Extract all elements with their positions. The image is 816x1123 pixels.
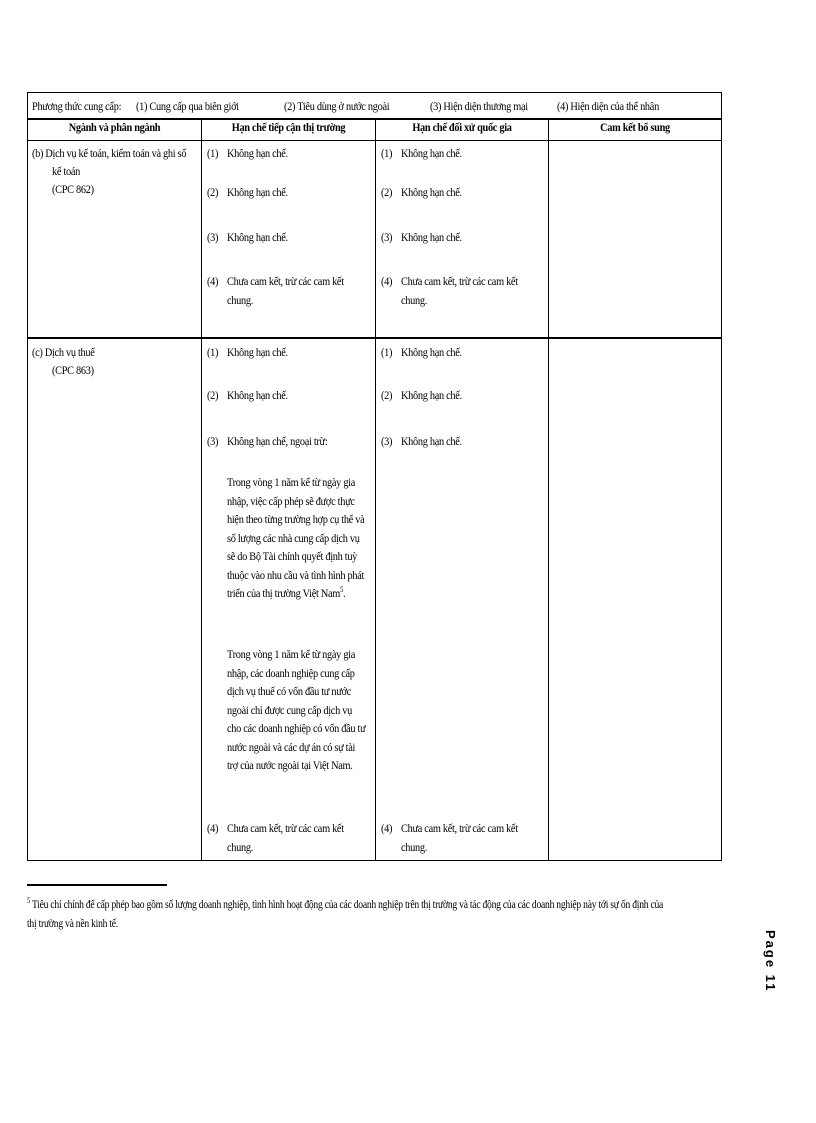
ma-b-1: Không hạn chế. (227, 146, 288, 160)
text-line: Trong vòng 1 năm kể từ ngày gia (227, 647, 356, 661)
supply-modes-row (28, 93, 722, 120)
text-line: nhập, các doanh nghiệp cung cấp (227, 665, 355, 680)
text-line-end: . (343, 586, 346, 600)
supply-mode-3: (3) Hiện diện thương mại (430, 99, 528, 113)
item-number: (2) (207, 185, 219, 199)
ma-c-4-cont: chung. (227, 840, 254, 854)
item-number: (1) (381, 345, 393, 359)
text-line: trợ của nước ngoài tại Việt Nam. (227, 758, 353, 772)
item-number: (4) (207, 274, 219, 288)
text-line: số lượng các nhà cung cấp dịch vụ (227, 530, 360, 545)
supply-mode-1: (1) Cung cấp qua biên giới (136, 99, 239, 113)
item-number: (4) (381, 274, 393, 288)
col-additional: Cam kết bổ sung (549, 119, 722, 141)
ma-c-3-paragraph-1 (227, 473, 387, 603)
sector-c-code: (CPC 863) (52, 363, 94, 377)
footnote-separator (27, 884, 167, 886)
supply-mode-2: (2) Tiêu dùng ở nước ngoài (284, 99, 390, 113)
section-b-additional (549, 141, 722, 339)
text-line: hiện theo từng trường hợp cụ thể và (227, 512, 365, 526)
footnote-text: Tiêu chí chính để cấp phép bao gồm số lượng doanh nghiệp, tình hình hoạt động của các doanh nghiệp trên thị trường và tác động của các doanh nghiệp này tới sự ổn định của (29, 897, 664, 911)
section-b-sector (28, 141, 202, 339)
ma-c-2: Không hạn chế. (227, 388, 288, 402)
page-number: Page 11 (763, 930, 778, 993)
section-c-sector (28, 338, 202, 861)
text-line: Trong vòng 1 năm kể từ ngày gia (227, 475, 356, 489)
text-line: thuộc vào nhu cầu và tình hình phát (227, 567, 365, 582)
text-line (227, 584, 364, 603)
item-number: (1) (381, 146, 393, 160)
item-number: (3) (207, 230, 219, 244)
text-line: sẽ do Bộ Tài chính quyết định tuỳ (227, 549, 358, 563)
sector-c-title: (c) Dịch vụ thuế (32, 345, 95, 359)
ma-b-2: Không hạn chế. (227, 185, 288, 199)
supply-modes-label: Phương thức cung cấp: (32, 99, 122, 113)
nt-b-4-cont: chung. (401, 293, 428, 307)
sector-b-title-2: kế toán (52, 164, 80, 178)
item-number: (4) (207, 821, 219, 835)
footnote-line-1 (27, 895, 663, 914)
text-line: ngoài chỉ được cung cấp dịch vụ (227, 702, 352, 717)
footnote (27, 895, 816, 933)
sector-b-code: (CPC 862) (52, 182, 94, 196)
footnote-line-2: thị trường và nền kinh tế. (27, 916, 118, 930)
section-c-market-access (202, 338, 376, 861)
item-number: (1) (207, 146, 219, 160)
text-line: cho các doanh nghiệp có vốn đầu tư (227, 721, 366, 735)
ma-b-4: Chưa cam kết, trừ các cam kết (227, 274, 344, 288)
sector-b-title: (b) Dịch vụ kế toán, kiểm toán và ghi sổ (32, 146, 187, 160)
section-b-row (28, 141, 722, 339)
schedule-table (27, 92, 722, 861)
col-market-access: Hạn chế tiếp cận thị trường (202, 119, 376, 141)
ma-c-1: Không hạn chế. (227, 345, 288, 359)
ma-c-4: Chưa cam kết, trừ các cam kết (227, 821, 344, 835)
nt-b-1: Không hạn chế. (401, 146, 462, 160)
text-line: nước ngoài và các dự án có sự tài (227, 739, 356, 754)
ma-c-3: Không hạn chế, ngoại trừ: (227, 434, 328, 448)
section-b-national-treatment (376, 141, 549, 339)
nt-c-4-cont: chung. (401, 840, 428, 854)
section-c-national-treatment (376, 338, 549, 861)
text-line: dịch vụ thuế có vốn đầu tư nước (227, 684, 351, 698)
col-sector: Ngành và phân ngành (28, 119, 202, 141)
item-number: (1) (207, 345, 219, 359)
section-c-row (28, 338, 722, 861)
item-number: (2) (381, 185, 393, 199)
ma-b-4-cont: chung. (227, 293, 254, 307)
col-national-treatment: Hạn chế đối xử quốc gia (376, 119, 549, 141)
nt-c-1: Không hạn chế. (401, 345, 462, 359)
footnote-mark: 5 (27, 896, 30, 905)
item-number: (3) (381, 230, 393, 244)
text-line-part: triển của thị trường Việt Nam (227, 586, 340, 600)
ma-c-3-paragraph-2 (227, 645, 388, 775)
footnote-ref: 5 (339, 585, 344, 594)
nt-b-4: Chưa cam kết, trừ các cam kết (401, 274, 518, 288)
item-number: (2) (381, 388, 393, 402)
nt-b-3: Không hạn chế. (401, 230, 462, 244)
column-header-row (28, 119, 722, 141)
nt-c-4: Chưa cam kết, trừ các cam kết (401, 821, 518, 835)
item-number: (4) (381, 821, 393, 835)
supply-mode-4: (4) Hiện diện của thể nhân (557, 99, 659, 113)
section-c-additional (549, 338, 722, 861)
nt-c-2: Không hạn chế. (401, 388, 462, 402)
item-number: (2) (207, 388, 219, 402)
nt-c-3: Không hạn chế. (401, 434, 462, 448)
item-number: (3) (381, 434, 393, 448)
ma-b-3: Không hạn chế. (227, 230, 288, 244)
text-line: nhập, việc cấp phép sẽ được thực (227, 493, 355, 508)
item-number: (3) (207, 434, 219, 448)
nt-b-2: Không hạn chế. (401, 185, 462, 199)
section-b-market-access (202, 141, 376, 339)
